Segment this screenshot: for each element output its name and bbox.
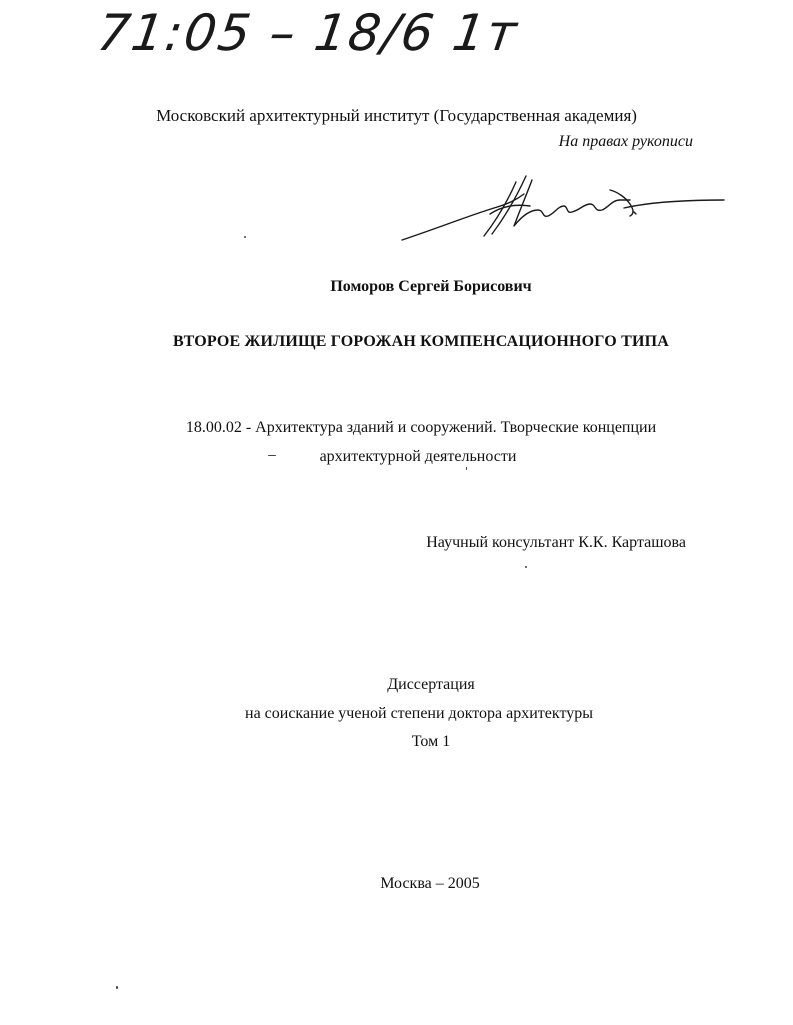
manuscript-rights-note: На правах рукописи (558, 133, 693, 150)
handwritten-catalog-code: 71:05 – 18/6 1т (93, 4, 523, 62)
institute-name: Московский архитектурный институт (Государственная академия) (156, 106, 637, 125)
scan-speck (466, 467, 467, 470)
dissertation-title: ВТОРОЕ ЖИЛИЩЕ ГОРОЖАН КОМПЕНСАЦИОННОГО ТИПА (172, 333, 670, 350)
author-name: Поморов Сергей Борисович (330, 278, 532, 295)
specialty-line-2: архитектурной деятельности (319, 448, 517, 465)
scan-speck (525, 566, 527, 568)
document-type: Диссертация (387, 676, 475, 693)
city-and-year: Москва – 2005 (380, 875, 480, 892)
signature-icon (398, 170, 728, 255)
scan-speck (116, 986, 118, 989)
scan-speck (244, 236, 246, 238)
degree-purpose: на соискание ученой степени доктора архитектуры (245, 705, 593, 722)
scan-speck (268, 455, 276, 456)
specialty-line-1: 18.00.02 - Архитектура зданий и сооружений. Творческие концепции (185, 419, 657, 436)
volume-number: Том 1 (411, 733, 451, 750)
scientific-consultant: Научный консультант К.К. Карташова (426, 534, 686, 551)
